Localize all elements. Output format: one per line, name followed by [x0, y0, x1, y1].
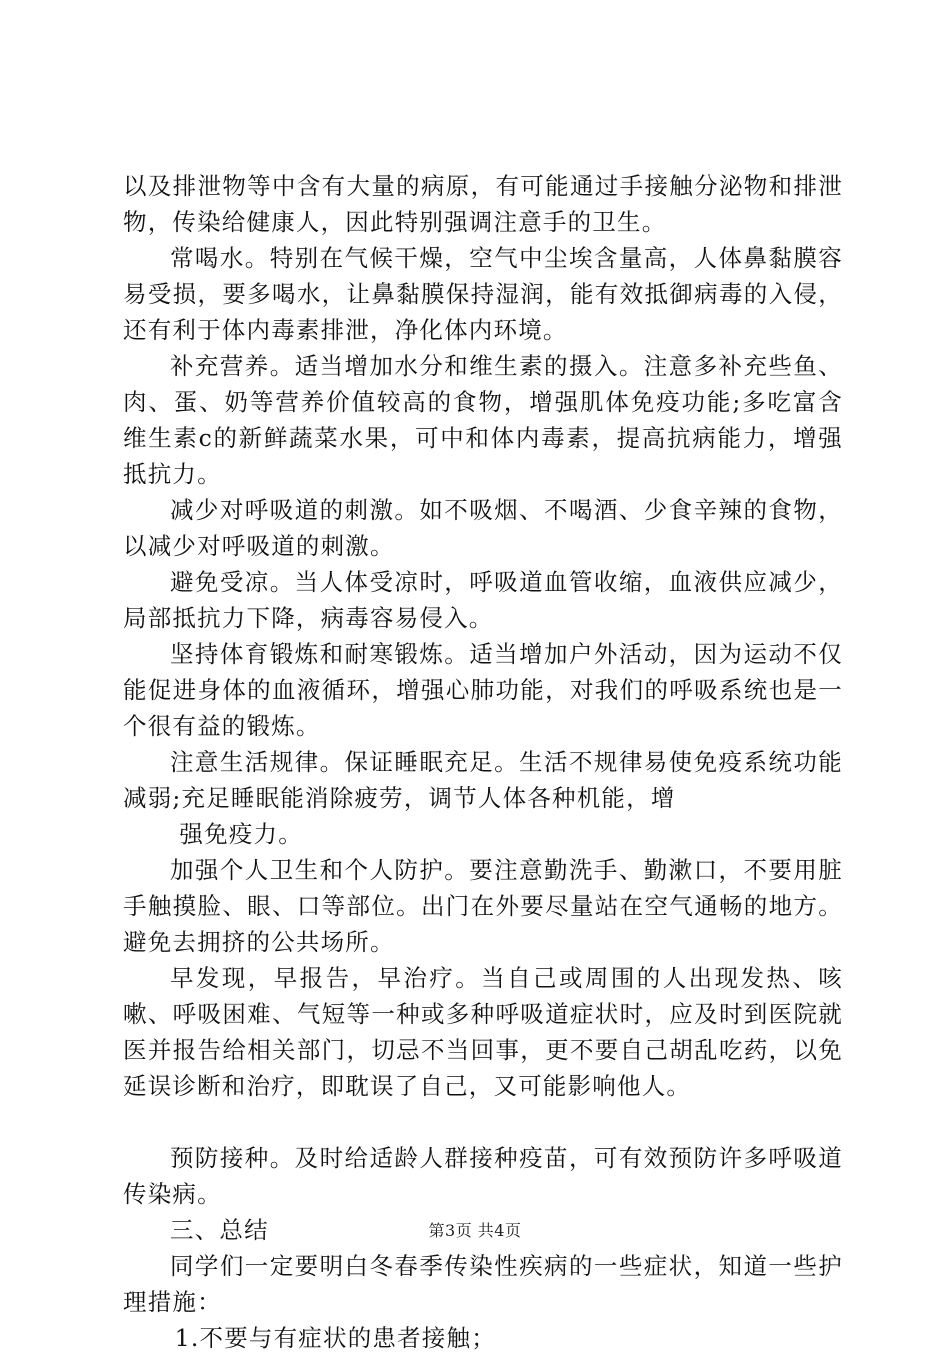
paragraph-hand-hygiene-continued: 以及排泄物等中含有大量的病原，有可能通过手接触分泌物和排泄物，传染给健康人，因此特别强调注意手的卫生。: [123, 172, 843, 236]
paragraph-early-detection: 早发现，早报告，早治疗。当自己或周围的人出现发热、咳嗽、呼吸困难、气短等一种或多种呼吸道症状时，应及时到医院就医并报告给相关部门，切忌不当回事，更不要自己胡乱吃药，以免延误诊断和治疗，即耽误了自己，又可能影响他人。: [123, 964, 843, 1100]
paragraph-regular-life: 注意生活规律。保证睡眠充足。生活不规律易使免疫系统功能减弱;充足睡眠能消除疲劳，调节人体各种机能，增: [123, 748, 843, 812]
page-number-footer: 第3页 共4页: [428, 1221, 522, 1240]
paragraph-vaccination: 预防接种。及时给适龄人群接种疫苗，可有效预防许多呼吸道传染病。: [123, 1144, 843, 1208]
paragraph-nutrition: 补充营养。适当增加水分和维生素的摄入。注意多补充些鱼、肉、蛋、奶等营养价值较高的食物，增强肌体免疫功能;多吃富含维生素c的新鲜蔬菜水果，可中和体内毒素，提高抗病能力，增强抵抗力。: [123, 352, 843, 488]
paragraph-exercise: 坚持体育锻炼和耐寒锻炼。适当增加户外活动，因为运动不仅能促进身体的血液循环，增强心肺功能，对我们的呼吸系统也是一个很有益的锻炼。: [123, 640, 843, 740]
document-body: [123, 168, 843, 1356]
paragraph-regular-life-continued: 强免疫力。: [179, 820, 303, 848]
list-item: 1.不要与有症状的患者接触；: [174, 1324, 496, 1352]
section-heading-summary: 三、总结: [170, 1216, 269, 1244]
paragraph-reduce-respiratory-irritation: 减少对呼吸道的刺激。如不吸烟、不喝酒、少食辛辣的食物，以减少对呼吸道的刺激。: [123, 496, 843, 560]
paragraph-drink-water: 常喝水。特别在气候干燥，空气中尘埃含量高，人体鼻黏膜容易受损，要多喝水，让鼻黏膜保持湿润，能有效抵御病毒的入侵，还有利于体内毒素排泄，净化体内环境。: [123, 244, 843, 344]
paragraph-personal-protection: 加强个人卫生和个人防护。要注意勤洗手、勤漱口，不要用脏手触摸脸、眼、口等部位。出门在外要尽量站在空气通畅的地方。避免去拥挤的公共场所。: [123, 856, 843, 956]
paragraph-avoid-cold: 避免受凉。当人体受凉时，呼吸道血管收缩，血液供应减少，局部抵抗力下降，病毒容易侵入。: [123, 568, 843, 632]
paragraph-summary: 同学们一定要明白冬春季传染性疾病的一些症状，知道一些护理措施：: [123, 1252, 843, 1316]
